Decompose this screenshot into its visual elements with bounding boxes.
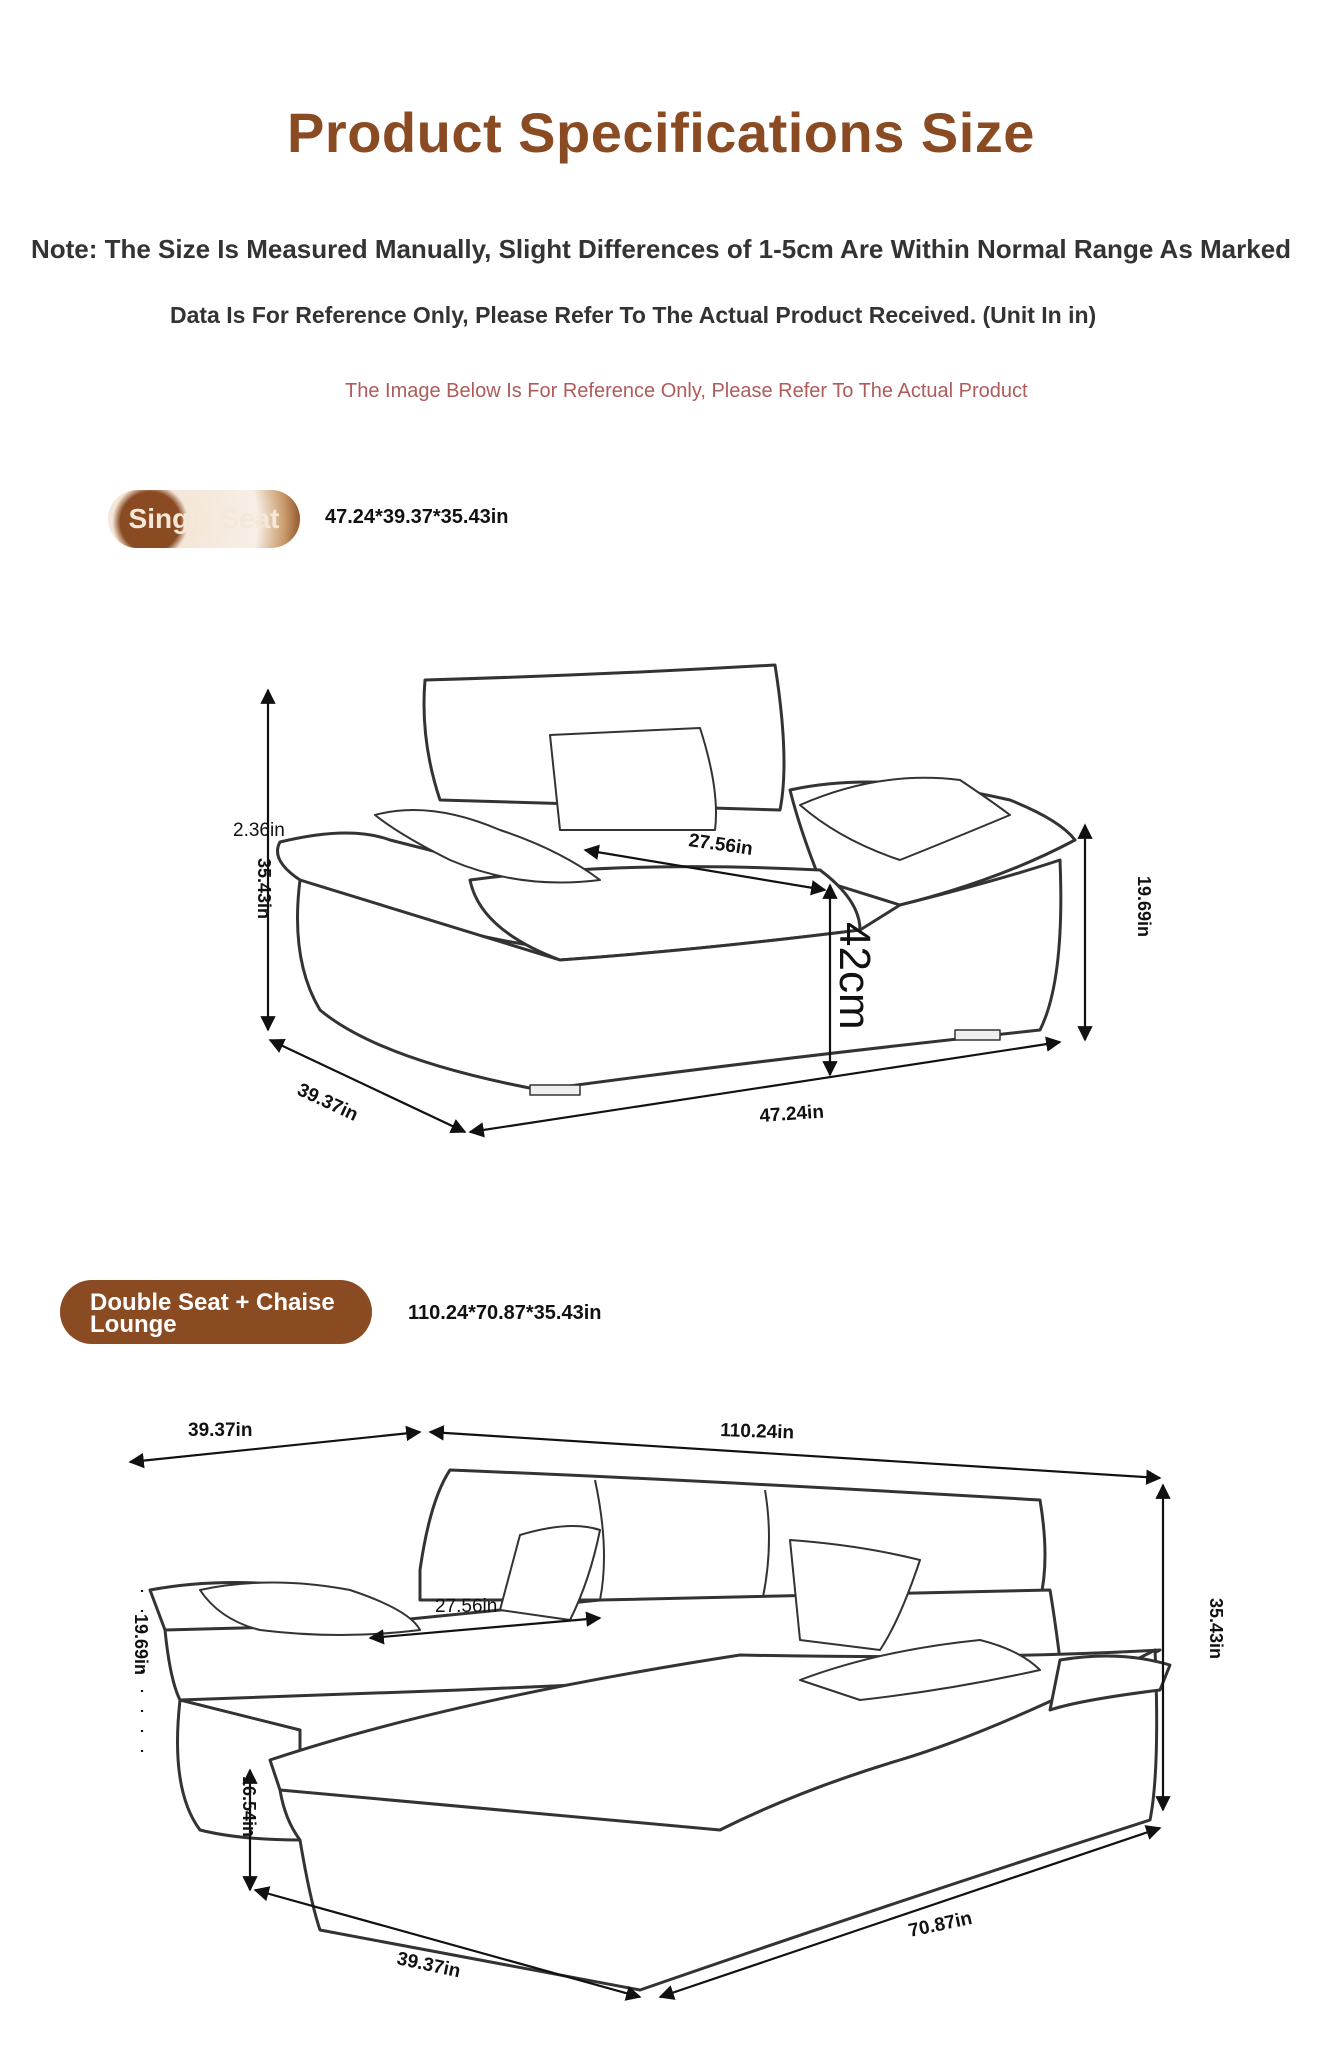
- double-seat-badge-line1: Double Seat + Chaise: [90, 1289, 335, 1316]
- double-seat-seat-width-label: 27.56in: [435, 1596, 498, 1617]
- chaise-bottom-width-label: 39.37in: [394, 1948, 463, 1983]
- chaise-length-label: 70.87in: [906, 1907, 975, 1942]
- single-seat-arm-height-label: 19.69in: [1134, 876, 1154, 938]
- page-title: Product Specifications Size: [287, 101, 1035, 164]
- single-seat-overall-size: 47.24*39.37*35.43in: [325, 506, 509, 528]
- single-seat-arm-width-label: 2.36in: [233, 820, 285, 841]
- single-seat-badge: Single Seat: [108, 490, 300, 548]
- single-seat-height-label: 35.43in: [254, 858, 274, 920]
- double-seat-sofa-drawing: [150, 1470, 1170, 1990]
- single-seat-sofa-drawing: [278, 665, 1076, 1095]
- single-seat-width-label: 47.24in: [758, 1101, 825, 1127]
- measurement-note: Note: The Size Is Measured Manually, Slight Differences of 1-5cm Are Within Normal Range As Marked: [30, 234, 1292, 264]
- double-seat-seat-height-label: 16.54in: [239, 1776, 259, 1838]
- double-seat-badge-line2: Lounge: [90, 1311, 177, 1338]
- single-seat-seat-width-label: 27.56in: [687, 830, 755, 860]
- double-seat-overall-size: 110.24*70.87*35.43in: [408, 1302, 602, 1324]
- chaise-width-label: 39.37in: [188, 1420, 253, 1441]
- single-seat-depth-label: 39.37in: [293, 1079, 362, 1126]
- single-seat-seat-height-label: 42cm: [830, 922, 879, 1030]
- double-seat-height-label: 35.43in: [1206, 1598, 1226, 1660]
- total-width-label: 110.24in: [719, 1420, 795, 1444]
- double-seat-arm-height-label: 19.69in: [131, 1614, 151, 1676]
- reference-note: Data Is For Reference Only, Please Refer To The Actual Product Received. (Unit In in): [170, 302, 1097, 328]
- image-disclaimer: The Image Below Is For Reference Only, Please Refer To The Actual Product: [345, 380, 1028, 402]
